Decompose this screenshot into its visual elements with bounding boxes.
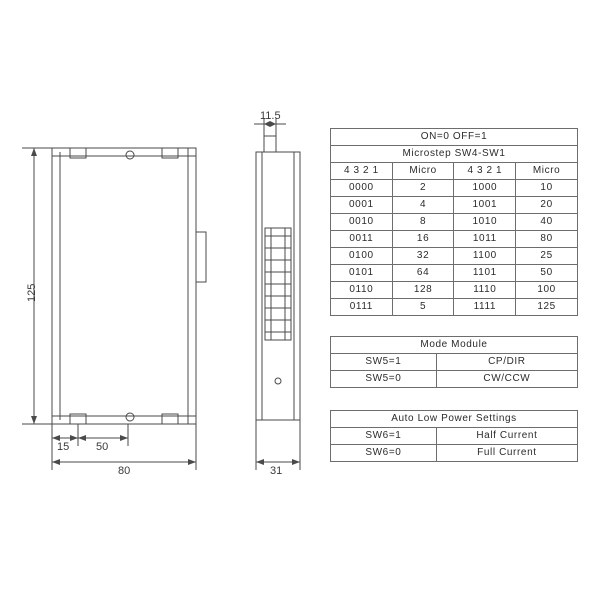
table-row-legend — [331, 129, 578, 146]
cell-micro: 50 — [516, 265, 578, 282]
dimension-depth-31: 31 — [270, 465, 283, 477]
table-row — [331, 428, 578, 445]
microstep-table — [330, 128, 578, 316]
table-row — [331, 180, 578, 197]
cell-micro: 16 — [392, 231, 454, 248]
dimension-height: 125 — [26, 283, 38, 302]
dimension-hole-spacing-50: 50 — [96, 441, 109, 453]
cell-micro: 10 — [516, 180, 578, 197]
cell-micro: 5 — [392, 299, 454, 316]
cell-current: Half Current — [436, 428, 577, 445]
cell-bits: 1010 — [454, 214, 516, 231]
cell-bits: 0010 — [331, 214, 393, 231]
cell-bits: 1111 — [454, 299, 516, 316]
cell-bits: 1000 — [454, 180, 516, 197]
dimension-tab-11-5: 11.5 — [260, 110, 281, 122]
table-row — [331, 282, 578, 299]
cell-micro: 128 — [392, 282, 454, 299]
table-row — [331, 265, 578, 282]
header-micro-1: Micro — [392, 163, 454, 180]
cell-switch: SW5=0 — [331, 371, 437, 388]
cell-bits: 0001 — [331, 197, 393, 214]
table-row-title — [331, 337, 578, 354]
cell-micro: 125 — [516, 299, 578, 316]
cell-switch: SW6=0 — [331, 445, 437, 462]
cell-micro: 100 — [516, 282, 578, 299]
table-row — [331, 197, 578, 214]
dimension-offset-15: 15 — [57, 441, 70, 453]
table-row — [331, 214, 578, 231]
cell-bits: 0101 — [331, 265, 393, 282]
table-row — [331, 354, 578, 371]
table-row — [331, 445, 578, 462]
cell-micro: 20 — [516, 197, 578, 214]
cell-bits: 0000 — [331, 180, 393, 197]
cell-current: Full Current — [436, 445, 577, 462]
cell-bits: 1011 — [454, 231, 516, 248]
cell-bits: 1101 — [454, 265, 516, 282]
header-sw-bits-2: 4 3 2 1 — [454, 163, 516, 180]
cell-switch: SW6=1 — [331, 428, 437, 445]
cell-micro: 64 — [392, 265, 454, 282]
cell-micro: 40 — [516, 214, 578, 231]
cell-mode: CW/CCW — [436, 371, 577, 388]
cell-micro: 2 — [392, 180, 454, 197]
cell-micro: 32 — [392, 248, 454, 265]
header-sw-bits-1: 4 3 2 1 — [331, 163, 393, 180]
power-table-title: Auto Low Power Settings — [331, 411, 578, 428]
cell-micro: 25 — [516, 248, 578, 265]
table-row-subtitle — [331, 146, 578, 163]
cell-bits: 1001 — [454, 197, 516, 214]
cell-switch: SW5=1 — [331, 354, 437, 371]
table-row — [331, 299, 578, 316]
cell-bits: 1110 — [454, 282, 516, 299]
microstep-legend: ON=0 OFF=1 — [331, 129, 578, 146]
cell-micro: 80 — [516, 231, 578, 248]
table-row-title — [331, 411, 578, 428]
cell-micro: 4 — [392, 197, 454, 214]
cell-bits: 0111 — [331, 299, 393, 316]
cell-mode: CP/DIR — [436, 354, 577, 371]
cell-bits: 0011 — [331, 231, 393, 248]
auto-low-power-table — [330, 410, 578, 462]
table-row — [331, 371, 578, 388]
mode-module-table — [330, 336, 578, 388]
cell-micro: 8 — [392, 214, 454, 231]
table-row — [331, 231, 578, 248]
mode-table-title: Mode Module — [331, 337, 578, 354]
dimension-width-80: 80 — [118, 465, 131, 477]
cell-bits: 1100 — [454, 248, 516, 265]
table-row — [331, 248, 578, 265]
microstep-subtitle: Microstep SW4-SW1 — [331, 146, 578, 163]
cell-bits: 0110 — [331, 282, 393, 299]
table-row-header — [331, 163, 578, 180]
header-micro-2: Micro — [516, 163, 578, 180]
cell-bits: 0100 — [331, 248, 393, 265]
